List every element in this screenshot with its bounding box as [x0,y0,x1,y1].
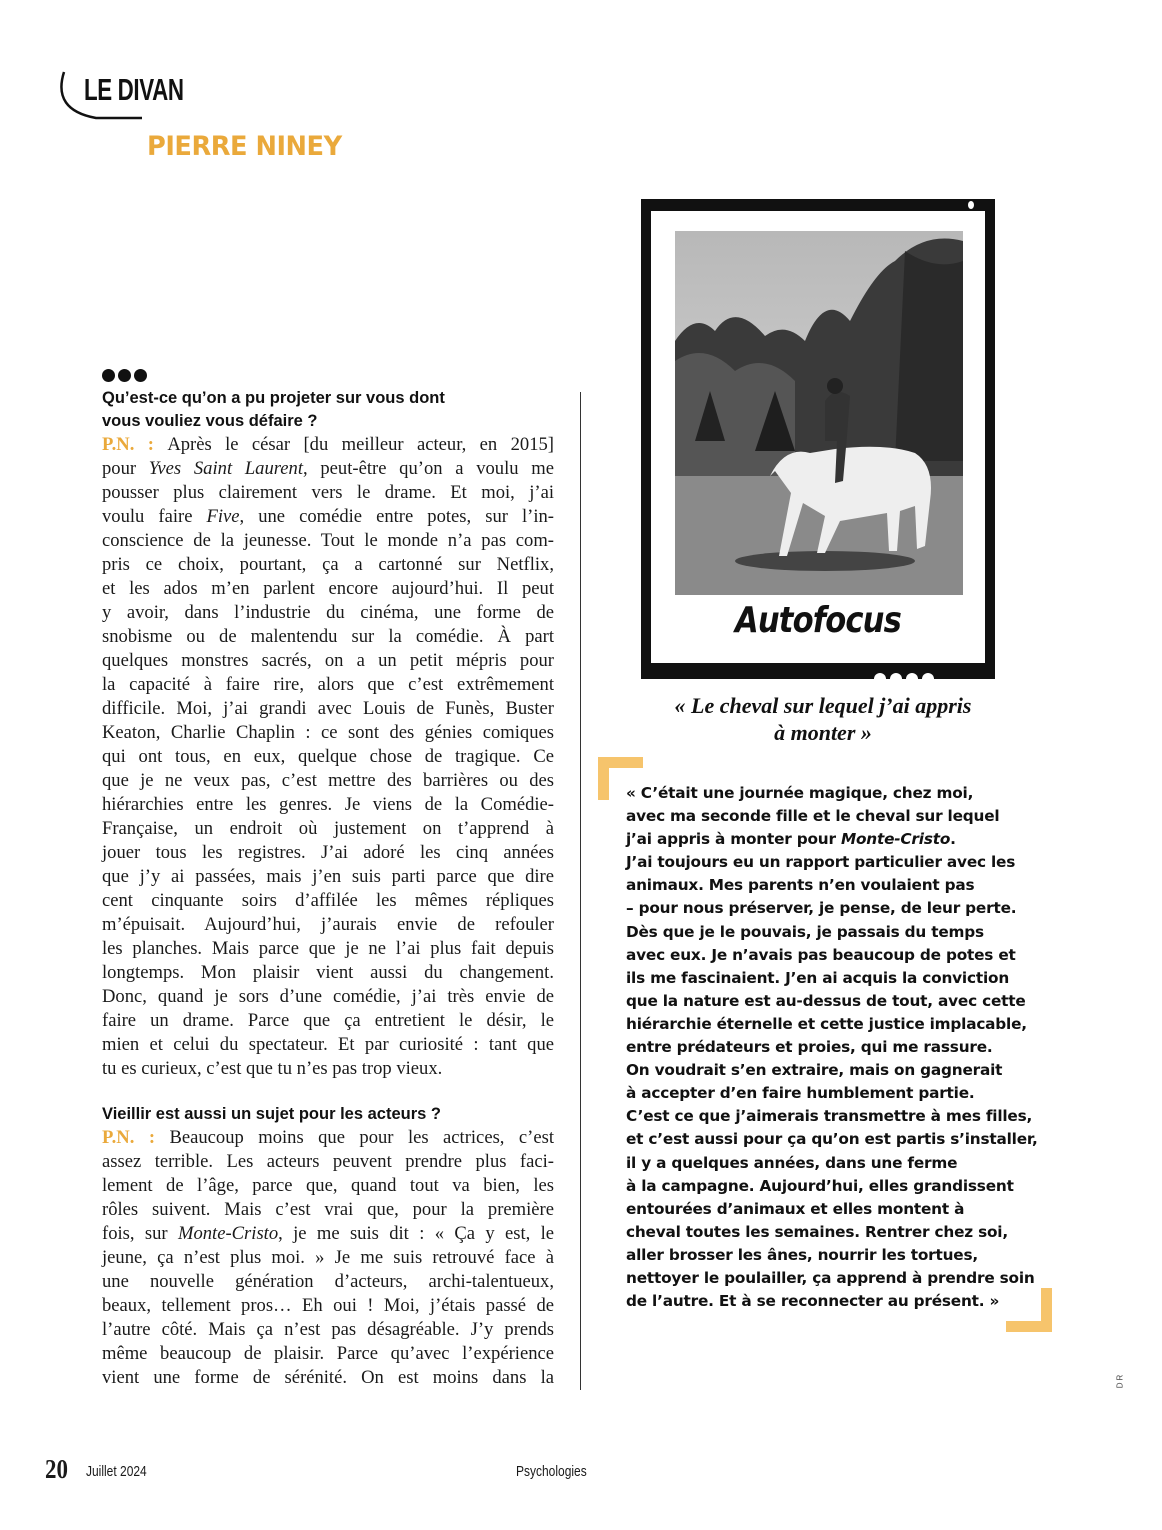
answer-line [102,937,554,961]
text-run: jeune, ça n’est plus moi. » Je me suis retrouvé face à [102,1247,554,1268]
text-run: l’autre côté. Mais ça n’est pas désagréable. J’y prends [102,1319,554,1340]
text-run: entre prédateurs et proies, qui me rassure. [626,1038,993,1057]
text-run: que j’y ai passées, mais j’en suis parti parce que dire [102,866,554,887]
quote-line [626,1221,1046,1244]
column-divider [580,392,581,1390]
quote-line [626,782,1046,805]
text-run: que je ne veux pas, c’est mettre des barrières ou des [102,770,554,791]
italic-title: Five [206,506,240,527]
text-run: longtemps. Mon plaisir vient aussi du changement. [102,962,554,983]
text-run: C’est ce que j’aimerais transmettre à mes filles, [626,1107,1033,1126]
text-run: jouer tous les registres. J’ai adoré les cinq années [102,842,554,863]
text-run: pris ce choix, pourtant, ça a cartonné sur Netflix, [102,554,554,575]
issue-date: Juillet 2024 [86,1463,147,1480]
quote-line [626,1244,1046,1267]
interviewee-name: PIERRE NINEY [147,131,342,162]
bracket-bottom-right-decoration [1006,1321,1052,1332]
text-run: beaux, tellement pros… Eh oui ! Moi, j’étais passé de [102,1295,554,1316]
text-run: les planches. Mais parce que je ne l’ai plus fait depuis [102,938,554,959]
answer-line [102,961,554,985]
answer-line [102,913,554,937]
answer-line [102,1198,554,1222]
text-run: à accepter d’en faire humblement partie. [626,1084,975,1103]
text-run: nettoyer le poulailler, ça apprend à prendre soin [626,1268,1035,1287]
answer-line [102,577,554,601]
text-run: Beaucoup moins que pour les actrices, c’est [169,1127,554,1148]
answer-line [102,601,554,625]
text-run: de l’autre. Et à se reconnecter au présent. » [626,1292,1000,1311]
text-run: pousser plus clairement vers le drame. Et moi, j’ai [102,482,554,503]
quote-line [626,874,1046,897]
quote-line [626,1152,1046,1175]
quote-line [626,921,1046,944]
answer-line [102,985,554,1009]
answer-line [102,529,554,553]
photo-caption [600,692,1046,746]
text-run: Dès que je le pouvais, je passais du temps [626,922,984,941]
text-run: difficile. Moi, j’ai grandi avec Louis de Funès, Buster [102,698,554,719]
text-run: hiérarchies entre les genres. Je viens de la Comédie- [102,794,554,815]
text-run: une nouvelle génération d’acteurs, archi-talentueux, [102,1271,554,1292]
photo-credit: DR [1115,1372,1125,1389]
text-run: qui ont tous, en eux, quelque chose de tragique. Ce [102,746,554,767]
answer-line [102,1342,554,1366]
text-run: voulu faire [102,506,207,527]
caption-line: à monter » [774,720,872,745]
text-run: vient une forme de sérénité. On est moins dans la [102,1367,554,1388]
quote-line [626,1290,1046,1313]
page-number: 20 [45,1454,68,1484]
quote-line [626,1036,1046,1059]
italic-title: Monte-Cristo [840,830,951,849]
answer-line [102,1270,554,1294]
frame-bumps-decoration [874,673,934,680]
quote-line [626,990,1046,1013]
text-run: J’ai toujours eu un rapport particulier avec les [626,853,1016,872]
interview-column [102,387,554,1390]
answer-line [102,1222,554,1246]
text-run: m’épuisait. Aujourd’hui, j’aurais envie de refouler [102,914,554,935]
section-dots-icon [102,369,147,382]
answer-line [102,649,554,673]
text-run: snobisme ou de malentendu sur la comédie. À part [102,626,554,647]
text-run: j’ai appris à monter pour [626,830,841,849]
text-run: que la nature est au-dessus de tout, avec cette [626,991,1026,1010]
answer-line [102,433,554,457]
text-run: , une comédie entre potes, sur l’in- [239,506,554,527]
text-run: et les ados m’en parlent encore aujourd’hui. Il peut [102,578,554,599]
answer-line [102,1174,554,1198]
answer-line [102,841,554,865]
italic-title: Monte-Cristo [177,1223,279,1244]
quote-line [626,1059,1046,1082]
answer-line [102,865,554,889]
answer-line [102,721,554,745]
quote-line [626,1128,1046,1151]
text-run: et c’est aussi pour ça qu’on est partis s’installer, [626,1130,1038,1149]
quote-line [626,805,1046,828]
interview-question: vous vouliez vous défaire ? [102,412,318,430]
answer-line [102,769,554,793]
text-run: Française, un endroit où justement on t’apprend à [102,818,554,839]
interview-question: Vieillir est aussi un sujet pour les acteurs ? [102,1105,441,1123]
answer-line [102,745,554,769]
horse-rider-photo [675,231,963,595]
quote-line [626,828,1046,851]
text-run: la capacité à faire rire, alors que c’est extrêmement [102,674,554,695]
quote-line [626,1198,1046,1221]
quote-line [626,1105,1046,1128]
text-run: Donc, quand je sors d’une comédie, j’ai très envie de [102,986,554,1007]
text-run: fois, sur [102,1223,178,1244]
answer-line [102,889,554,913]
text-run: hiérarchie éternelle et cette justice implacable, [626,1014,1027,1033]
quote-line [626,1013,1046,1036]
text-run: animaux. Mes parents n’en voulaient pas [626,876,975,895]
answer-line [102,481,554,505]
photo-handwritten-caption: Autofocus [735,600,901,641]
quote-line [626,1082,1046,1105]
answer-line [102,1126,554,1150]
text-run: ils me fascinaient. J’en ai acquis la conviction [626,968,1010,987]
answer-line [102,457,554,481]
text-run: assez terrible. Les acteurs peuvent prendre plus faci- [102,1151,554,1172]
interview-question: Qu’est-ce qu’on a pu projeter sur vous dont [102,389,445,407]
text-run: quelques monstres sacrés, on a un petit mépris pour [102,650,554,671]
text-run: Après le césar [du meilleur acteur, en 2015] [167,434,554,455]
text-run: pour [102,458,149,479]
quote-line [626,1267,1046,1290]
text-run: lement de l’âge, parce que, quand tout va bien, les [102,1175,554,1196]
text-run: mien et celui du spectateur. Et par curiosité : tant que [102,1034,554,1055]
answer-line [102,673,554,697]
answer-line [102,1009,554,1033]
text-run: même beaucoup de plaisir. Parce qu’avec l’expérience [102,1343,554,1364]
answer-line [102,817,554,841]
text-run: . [950,830,956,849]
bracket-top-left-decoration [598,757,609,800]
answer-line [102,1366,554,1390]
answer-line [102,553,554,577]
magazine-name: Psychologies [516,1463,587,1480]
speaker-initials: P.N. : [102,434,168,455]
text-run: – pour nous préserver, je pense, de leur perte. [626,899,1017,918]
italic-title: Yves Saint Laurent [148,458,304,479]
answer-line [102,1318,554,1342]
text-run: conscience de la jeunesse. Tout le monde n’a pas com- [102,530,554,551]
text-run: faire un drame. Parce que ça entretient le désir, le [102,1010,554,1031]
text-run: Keaton, Charlie Chaplin : ce sont des génies comiques [102,722,554,743]
frame-dot-decoration [968,201,974,209]
text-run: y avoir, dans l’industrie du cinéma, une forme de [102,602,554,623]
text-run: , peut-être qu’on a voulu me [303,458,554,479]
quote-line [626,851,1046,874]
text-run: On voudrait s’en extraire, mais on gagnerait [626,1061,1003,1080]
caption-line: « Le cheval sur lequel j’ai appris [674,693,972,718]
text-run: aller brosser les ânes, nourrir les tortues, [626,1245,978,1264]
text-run: avec ma seconde fille et le cheval sur lequel [626,807,1000,826]
text-run: « C’était une journée magique, chez moi, [626,784,974,802]
answer-line [102,1246,554,1270]
answer-line [102,505,554,529]
answer-line [102,1033,554,1057]
pull-quote [626,782,1046,1313]
text-run: , je me suis dit : « Ça y est, le [278,1223,555,1244]
text-run: avec eux. Je n’avais pas beaucoup de potes et [626,945,1016,964]
text-run: cheval toutes les semaines. Rentrer chez soi, [626,1222,1008,1241]
section-rubric: LE DIVAN [84,72,184,107]
text-run: tu es curieux, c’est que tu n’es pas trop vieux. [102,1058,443,1079]
answer-line [102,1294,554,1318]
answer-line [102,697,554,721]
answer-line [102,1150,554,1174]
text-run: entourées d’animaux et elles montent à [626,1199,965,1218]
text-run: cent cinquante soirs d’affilée les mêmes répliques [102,890,554,911]
answer-line [102,625,554,649]
text-run: à la campagne. Aujourd’hui, elles grandissent [626,1176,1014,1195]
quote-line [626,967,1046,990]
quote-line [626,944,1046,967]
quote-line [626,1175,1046,1198]
speaker-initials: P.N. : [102,1127,170,1148]
answer-line [102,793,554,817]
quote-line [626,897,1046,920]
text-run: rôles suivent. Mais c’est vrai que, pour la première [102,1199,554,1220]
answer-line [102,1057,554,1081]
text-run: il y a quelques années, dans une ferme [626,1153,958,1172]
